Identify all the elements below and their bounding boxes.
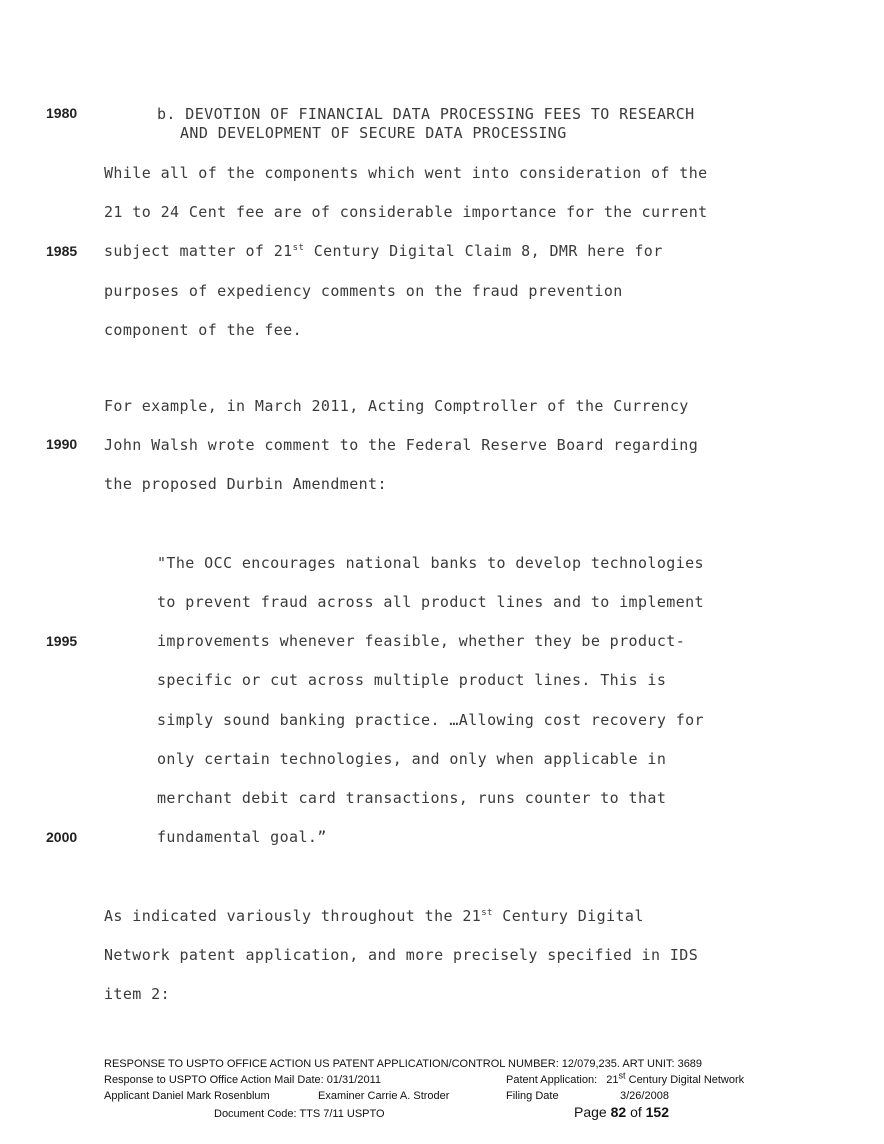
quote-line: to prevent fraud across all product lines and to implement	[157, 593, 704, 611]
body-line: For example, in March 2011, Acting Comptroller of the Currency	[104, 397, 689, 415]
quote-line: "The OCC encourages national banks to develop technologies	[157, 554, 704, 572]
footer-filing-date: 3/26/2008	[620, 1090, 669, 1102]
body-line: the proposed Durbin Amendment:	[104, 475, 387, 493]
body-line: 21 to 24 Cent fee are of considerable importance for the current	[104, 203, 708, 221]
body-line: component of the fee.	[104, 321, 303, 339]
body-line: John Walsh wrote comment to the Federal Reserve Board regarding	[104, 436, 699, 454]
quote-line: improvements whenever feasible, whether they be product-	[157, 632, 686, 650]
line-number: 1980	[46, 105, 78, 121]
footer-application-line: RESPONSE TO USPTO OFFICE ACTION US PATENT APPLICATION/CONTROL NUMBER: 12/079,235. ART UNIT: 3689	[104, 1058, 703, 1070]
line-number: 1985	[46, 243, 78, 259]
section-heading-line1: b. DEVOTION OF FINANCIAL DATA PROCESSING FEES TO RESEARCH	[157, 105, 695, 123]
body-line: Network patent application, and more precisely specified in IDS	[104, 946, 699, 964]
body-line: purposes of expediency comments on the fraud prevention	[104, 282, 623, 300]
quote-line: simply sound banking practice. …Allowing cost recovery for	[157, 711, 704, 729]
quote-line: merchant debit card transactions, runs counter to that	[157, 789, 667, 807]
quote-line: specific or cut across multiple product lines. This is	[157, 671, 667, 689]
footer-patent-application: Patent Application: 21st Century Digital Network	[506, 1070, 745, 1086]
body-line: While all of the components which went into consideration of the	[104, 164, 708, 182]
footer-filing-label: Filing Date	[506, 1090, 559, 1102]
footer-examiner: Examiner Carrie A. Stroder	[318, 1090, 450, 1102]
body-line: item 2:	[104, 985, 171, 1003]
footer-document-code: Document Code: TTS 7/11 USPTO	[214, 1108, 385, 1120]
line-number: 1995	[46, 633, 78, 649]
footer-applicant: Applicant Daniel Mark Rosenblum	[104, 1090, 270, 1102]
line-number: 2000	[46, 829, 78, 845]
quote-line: fundamental goal.”	[157, 828, 327, 846]
quote-line: only certain technologies, and only when applicable in	[157, 750, 667, 768]
line-number: 1990	[46, 436, 78, 452]
footer-response-date: Response to USPTO Office Action Mail Date: 01/31/2011	[104, 1074, 381, 1086]
body-line: As indicated variously throughout the 21st Century Digital	[104, 907, 644, 925]
footer-page-number: Page 82 of 152	[574, 1104, 669, 1120]
section-heading-line2: AND DEVELOPMENT OF SECURE DATA PROCESSING	[180, 124, 567, 142]
body-line: subject matter of 21st Century Digital Claim 8, DMR here for	[104, 242, 663, 260]
